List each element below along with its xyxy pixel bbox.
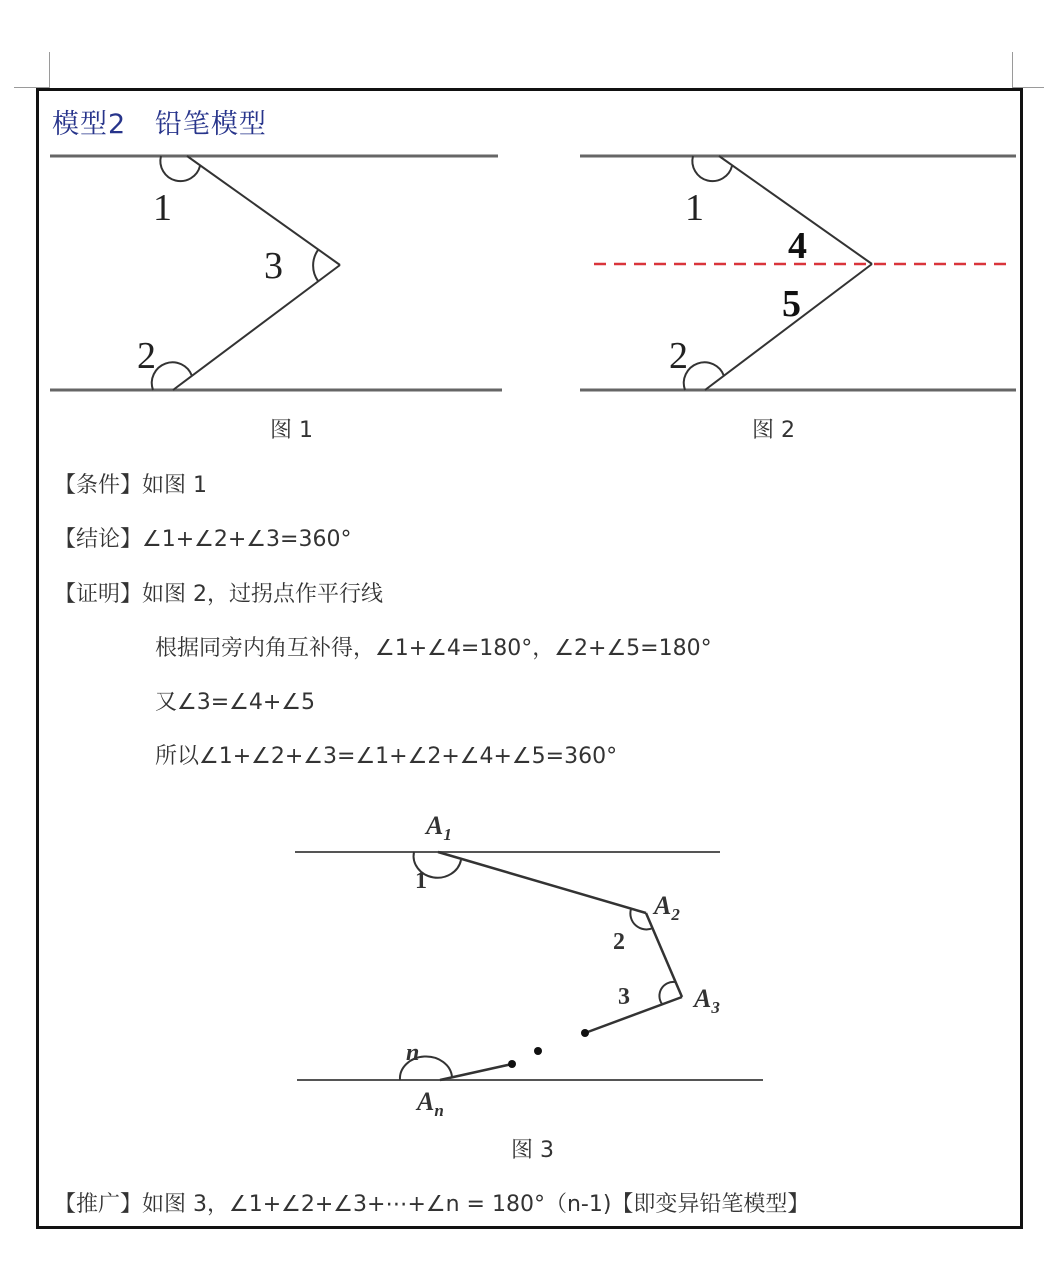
section-title: 模型2 铅笔模型 (52, 109, 267, 140)
figure-3-caption: 图 3 (511, 1138, 554, 1163)
fig3-angle-label-n: n (406, 1040, 420, 1066)
fig2-label-5: 5 (782, 283, 801, 325)
fig3-angle-label-2: 2 (613, 929, 625, 955)
fig2-angle-2-arc (684, 362, 724, 390)
fig3-angle-label-1: 1 (415, 868, 427, 894)
proof-step-1: 根据同旁内角互补得，∠1+∠4=180°，∠2+∠5=180° (155, 636, 712, 661)
figure-1-caption: 图 1 (270, 418, 313, 443)
fig3-ellipsis-dot (581, 1029, 589, 1037)
fig3-ellipsis-dot (508, 1060, 516, 1068)
generalization-line: 【推广】如图 3，∠1+∠2+∠3+⋯+∠n = 180°（n-1)【即变异铅笔模型】 (54, 1192, 810, 1217)
fig3-segment-a3-out (585, 997, 682, 1033)
fig1-lower-segment (173, 265, 340, 390)
fig1-angle-1-arc (160, 156, 200, 181)
figure-2 (572, 140, 1022, 410)
fig3-vertex-a2: $A_2$ (654, 891, 680, 924)
figure-2-caption: 图 2 (752, 418, 795, 443)
fig1-label-3: 3 (264, 245, 283, 287)
fig3-ellipsis-dot (534, 1047, 542, 1055)
fig1-angle-3-arc (313, 250, 318, 281)
crop-mark-left-vertical (49, 52, 50, 88)
fig2-label-2: 2 (669, 335, 688, 377)
fig3-segment-a1-a2 (438, 852, 646, 913)
figure-3 (290, 800, 780, 1130)
proof-step-3: 所以∠1+∠2+∠3=∠1+∠2+∠4+∠5=360° (155, 744, 618, 769)
fig1-angle-2-arc (152, 362, 192, 390)
proof-line: 【证明】如图 2，过拐点作平行线 (54, 582, 383, 607)
fig1-label-2: 2 (137, 335, 156, 377)
fig1-label-1: 1 (153, 187, 172, 229)
condition-line: 【条件】如图 1 (54, 473, 207, 498)
fig3-angle-label-3: 3 (618, 984, 630, 1010)
figure-1 (40, 140, 510, 410)
fig3-vertex-an: $A_n$ (417, 1087, 444, 1120)
fig2-label-4: 4 (788, 225, 807, 267)
fig3-vertex-a1: $A_1$ (426, 811, 452, 844)
fig2-label-1: 1 (685, 187, 704, 229)
fig3-vertex-a3: $A_3$ (694, 984, 720, 1017)
proof-step-2: 又∠3=∠4+∠5 (155, 690, 316, 715)
crop-mark-right-vertical (1012, 52, 1013, 88)
conclusion-line: 【结论】∠1+∠2+∠3=360° (54, 527, 352, 552)
